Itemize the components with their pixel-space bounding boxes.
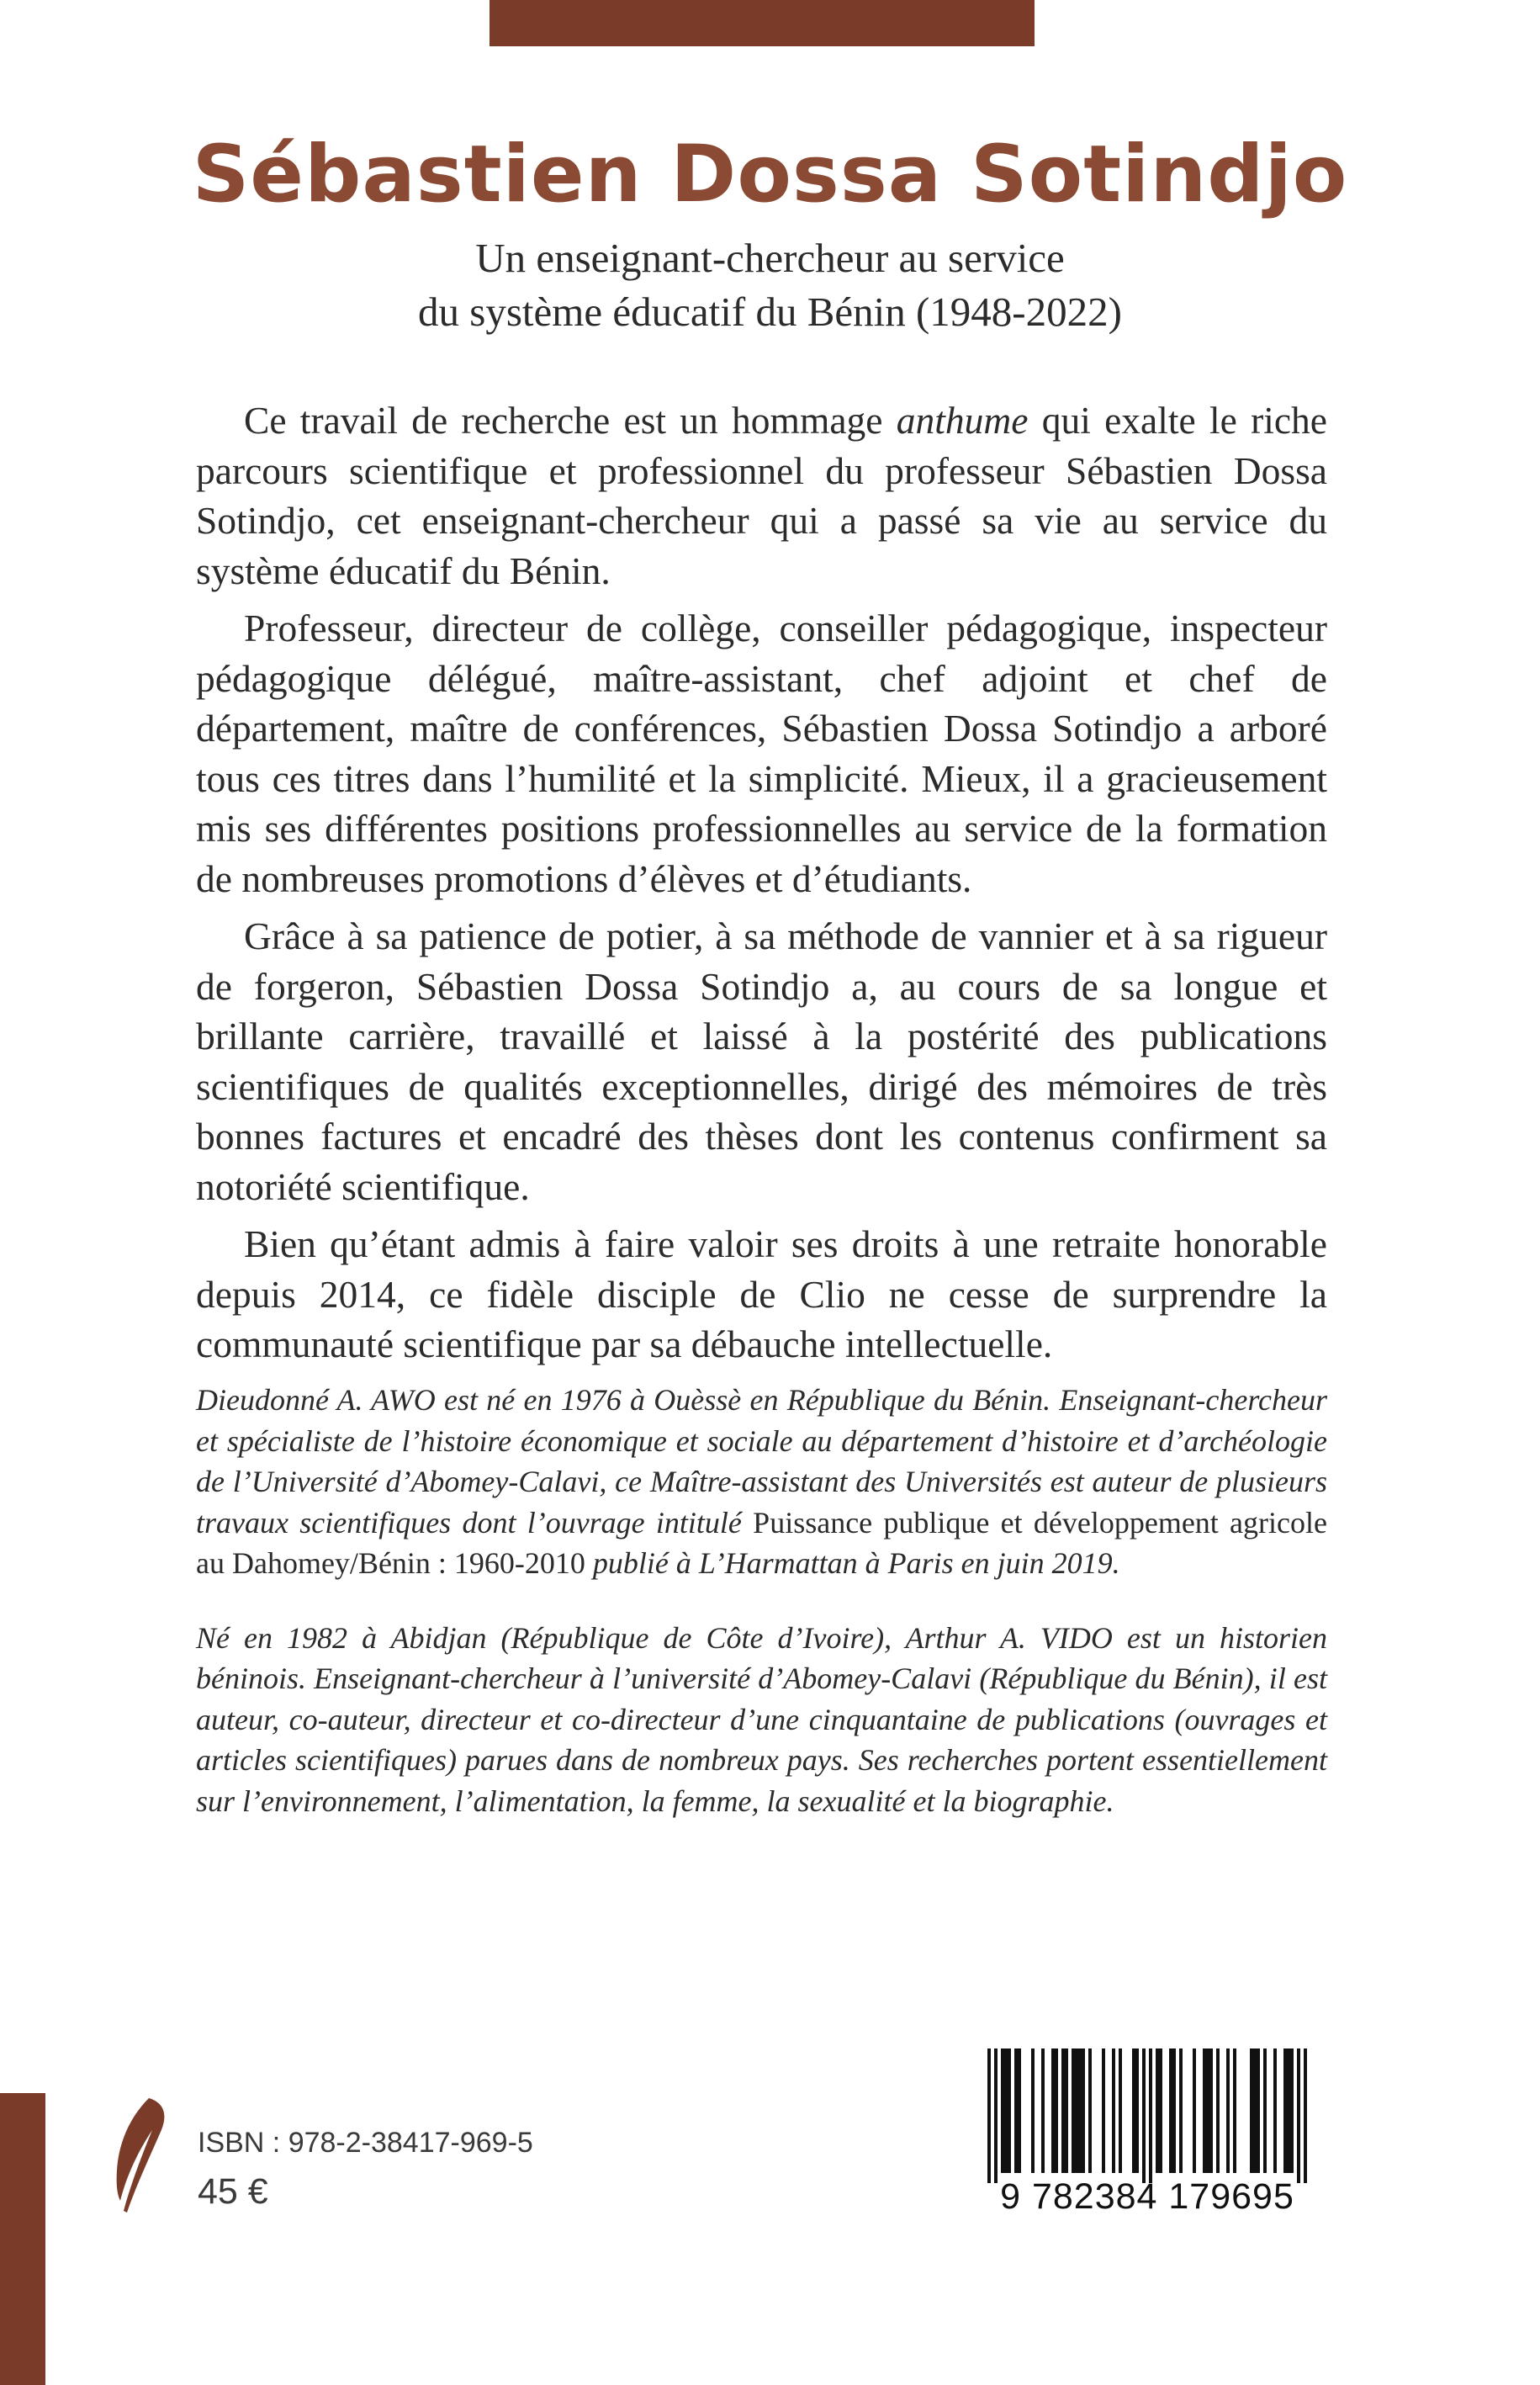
- barcode-bar: [1209, 2048, 1213, 2173]
- barcode-bar: [1132, 2048, 1135, 2173]
- barcode-bar: [1304, 2048, 1307, 2183]
- summary-p1-end: qui exalte le riche parcours scientifique et professionnel du professeur Sébastien Dossa Sotindjo, cet enseignant-chercheur qui a passé sa vie au service du système éducatif du Bénin.: [196, 399, 1328, 592]
- barcode-bar: [1283, 2048, 1287, 2173]
- book-summary: [196, 395, 1327, 1377]
- barcode-bar: [1257, 2048, 1260, 2173]
- barcode-bar: [1263, 2048, 1267, 2173]
- side-accent-bar: [0, 2093, 45, 2385]
- author-bio-vido: Né en 1982 à Abidjan (République de Côte d’Ivoire), Arthur A. VIDO est un historien béninois. Enseignant-chercheur à l’université d’Abomey-Calavi (République du Bénin), il est auteur, co-auteur, directeur et co-directeur d’une cinquantaine de publications (ouvrages et articles scientifiques) parues dans de nombreux pays. Ses recherches portent essentiellement sur l’environnement, l’alimentation, la femme, la sexualité et la biographie.: [196, 1620, 1327, 1818]
- summary-p1-emphasis: anthume: [896, 399, 1029, 442]
- barcode-bar: [1008, 2048, 1011, 2173]
- barcode-bar: [1159, 2048, 1162, 2173]
- barcode-bar: [1203, 2048, 1206, 2173]
- author-bios: [196, 1380, 1327, 1855]
- summary-paragraph-4: Bien qu’étant admis à faire valoir ses droits à une retraite honorable depuis 2014, ce fidèle disciple de Clio ne cesse de surprendre la communauté scientifique par sa débauche intellectuelle.: [196, 1222, 1327, 1365]
- barcode-bar: [1273, 2048, 1277, 2173]
- barcode-bar: [1075, 2048, 1078, 2173]
- barcode-bar: [1119, 2048, 1122, 2173]
- bio-awo-end: publié à L’Harmattan à Paris en juin 2019.: [585, 1546, 1120, 1580]
- barcode-bar: [1055, 2048, 1058, 2173]
- summary-paragraph-3: Grâce à sa patience de potier, à sa méthode de vannier et à sa rigueur de forgeron, Sébastien Dossa Sotindjo a, au cours de sa longue et brillante carrière, travaillé et laissé à la postérité des publications scientifiques de qualités exceptionnelles, dirigé des mémoires de très bonnes factures et encadré des thèses dont les contenus confirment sa notoriété scientifique.: [196, 914, 1327, 1208]
- barcode-bar: [1051, 2048, 1055, 2173]
- barcode-bar: [1088, 2048, 1092, 2173]
- book-title: Sébastien Dossa Sotindjo: [192, 129, 1348, 220]
- barcode-bar: [987, 2048, 991, 2183]
- isbn-number: ISBN : 978-2-38417-969-5: [198, 2127, 533, 2159]
- quill-feather-icon: [105, 2093, 172, 2219]
- barcode-bar: [1290, 2048, 1294, 2173]
- barcode-bar: [1018, 2048, 1021, 2173]
- barcode-digits: 9 782384 179695: [1000, 2176, 1294, 2217]
- barcode-bar: [1001, 2048, 1004, 2173]
- barcode-bar: [1102, 2048, 1105, 2173]
- barcode-bar: [1156, 2048, 1159, 2173]
- barcode-bar: [1149, 2048, 1152, 2183]
- barcode-bar: [1297, 2048, 1300, 2183]
- subtitle-line-1: Un enseignant-chercheur au service: [475, 235, 1065, 281]
- summary-paragraph-2: Professeur, directeur de collège, conseiller pédagogique, inspecteur pédagogique délégué, maître-assistant, chef adjoint et chef de département, maître de conférences, Sébastien Dossa Sotindjo a arboré tous ces titres dans l’humilité et la simplicité. Mieux, il a gracieusement mis ses différentes positions professionnelles au service de la formation de nombreuses promotions d’élèves et d’étudiants.: [196, 607, 1327, 900]
- bio-awo-book-title: Puissance publique et développement agricole au Dahomey/Bénin : 1960-2010: [196, 1505, 1327, 1580]
- subtitle-line-2: du système éducatif du Bénin (1948-2022): [418, 289, 1122, 335]
- barcode-bar: [1233, 2048, 1236, 2173]
- barcode-bar: [1014, 2048, 1018, 2173]
- summary-paragraph-1: [196, 395, 1327, 596]
- barcode-bar: [1031, 2048, 1035, 2173]
- barcode-bar: [1112, 2048, 1115, 2173]
- barcode-bar: [1082, 2048, 1085, 2173]
- barcode-bar: [1253, 2048, 1257, 2173]
- summary-p1-start: Ce travail de recherche est un hommage: [244, 399, 897, 442]
- barcode-bar: [1061, 2048, 1065, 2173]
- barcode-bar: [1169, 2048, 1172, 2173]
- barcode-bar: [1193, 2048, 1196, 2173]
- barcode-bar: [1216, 2048, 1220, 2173]
- barcode-bar: [1250, 2048, 1253, 2173]
- barcode-bar: [1226, 2048, 1230, 2173]
- barcode-bar: [1078, 2048, 1082, 2173]
- isbn-barcode: [971, 2048, 1324, 2221]
- barcode-bar: [1004, 2048, 1008, 2173]
- barcode-bar: [994, 2048, 998, 2183]
- barcode-bar: [1135, 2048, 1139, 2173]
- barcode-bar: [1142, 2048, 1146, 2183]
- barcode-bar: [1287, 2048, 1290, 2173]
- barcode-bar: [1179, 2048, 1183, 2173]
- barcode-bar: [1172, 2048, 1176, 2173]
- book-subtitle: [0, 231, 1540, 339]
- barcode-bar: [1072, 2048, 1075, 2173]
- barcode-bar: [1041, 2048, 1045, 2173]
- author-bio-awo: [196, 1380, 1327, 1584]
- bio-awo-start: Dieudonné A. AWO est né en 1976 à Ouèssè en République du Bénin. Enseignant-chercheur et spécialiste de l’histoire économique et sociale au département d’histoire et d’archéologie de l’Université d’Abomey-Calavi, ce Maître-assistant des Universités est auteur de plusieurs travaux scientifiques dont l’ouvrage intitulé: [196, 1383, 1327, 1540]
- top-accent-bar: [490, 0, 1035, 46]
- barcode-bar: [1065, 2048, 1068, 2173]
- barcode-bar: [1206, 2048, 1209, 2173]
- book-price: 45 €: [198, 2171, 268, 2212]
- barcode-bars: [971, 2048, 1324, 2183]
